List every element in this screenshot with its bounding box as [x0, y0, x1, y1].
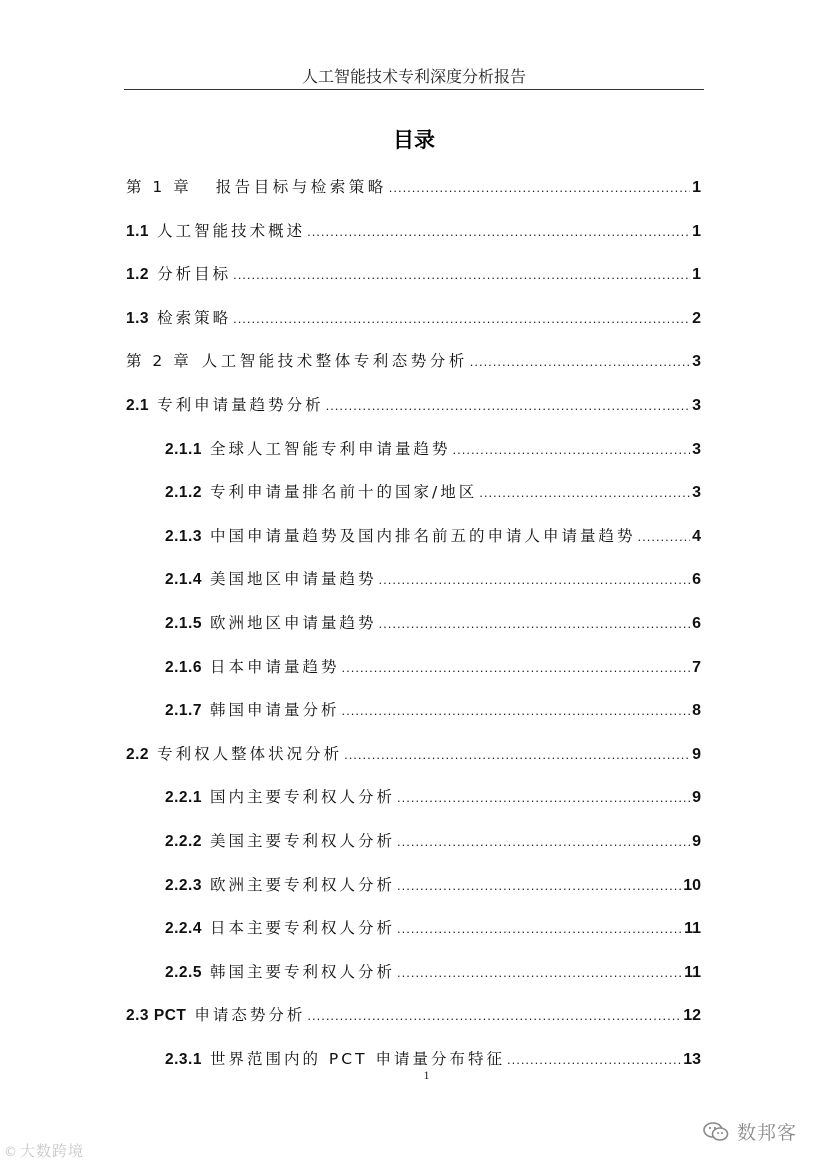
watermark-right: [703, 1118, 797, 1145]
toc-entry-title: 检索策略: [157, 309, 232, 327]
toc-entry[interactable]: [126, 175, 701, 199]
toc-entry-title: 欧洲地区申请量趋势: [209, 614, 377, 632]
toc-entry[interactable]: [126, 219, 701, 243]
toc-entry-title: 美国地区申请量趋势: [209, 570, 377, 588]
toc-entry-number: 2.1.7: [165, 702, 202, 719]
toc-entry-number: 2.2: [126, 746, 150, 763]
toc-entry-page: 3: [692, 397, 701, 414]
toc-entry-title: 全球人工智能专利申请量趋势: [209, 440, 451, 458]
toc-entry-title: 美国主要专利权人分析: [209, 832, 395, 850]
toc-entry-page: 3: [692, 484, 701, 501]
toc-entry-number: 2.2.1: [165, 789, 202, 806]
toc-entry[interactable]: [165, 567, 701, 591]
toc-entry-title: 人工智能技术概述: [157, 222, 306, 240]
page-number: 1: [423, 1068, 430, 1082]
toc-entry-page: 1: [692, 266, 701, 283]
toc-entry-number: 2.1.2: [165, 484, 202, 501]
toc-entry[interactable]: [126, 1003, 701, 1027]
toc-leader-dots: [638, 525, 691, 549]
toc-entry-page: 3: [692, 441, 701, 458]
toc-entry-number: 2.2.4: [165, 920, 202, 937]
toc-entry-number: 1.3: [126, 310, 150, 327]
toc-entry-title: 日本申请量趋势: [209, 658, 340, 676]
toc-entry-page: 2: [692, 310, 701, 327]
toc-entry-title: 人工智能技术整体专利态势分析: [201, 352, 468, 370]
toc-entry[interactable]: [165, 698, 701, 722]
toc-entry-page: 9: [692, 789, 701, 806]
wechat-icon: [703, 1121, 729, 1143]
toc-leader-dots: [397, 961, 682, 985]
toc-entry-page: 10: [683, 877, 701, 894]
toc-leader-dots: [397, 917, 682, 941]
toc-entry[interactable]: [165, 829, 701, 853]
toc-entry-number: 2.1.6: [165, 659, 202, 676]
watermark-left-text: 大数跨境: [20, 1142, 85, 1160]
toc-leader-dots: [326, 394, 691, 418]
toc-entry-page: 6: [692, 615, 701, 632]
toc-entry[interactable]: [126, 306, 701, 330]
toc-entry-title: 申请态势分析: [194, 1006, 306, 1024]
toc-entry-title: 专利申请量趋势分析: [157, 396, 324, 414]
toc-entry[interactable]: [165, 524, 701, 548]
watermark-right-text: 数邦客: [736, 1122, 797, 1144]
toc-heading: 目录: [393, 128, 435, 152]
toc-entry[interactable]: [126, 742, 701, 766]
toc-entry-number: 2.3.1: [165, 1051, 202, 1068]
toc-entry-page: 11: [684, 964, 701, 981]
toc-entry[interactable]: [165, 655, 701, 679]
toc-leader-dots: [470, 350, 690, 374]
watermark-logo-icon: ©: [4, 1145, 18, 1160]
toc-entry-title: 分析目标: [157, 265, 232, 283]
toc-entry-number: 2.1.1: [165, 441, 202, 458]
toc-entry-page: 7: [692, 659, 701, 676]
toc-entry-number: 1.2: [126, 266, 150, 283]
toc-entry-title: 中国申请量趋势及国内排名前五的申请人申请量趋势: [209, 527, 636, 545]
toc-entry-page: 9: [692, 833, 701, 850]
toc-entry-number: 2.1.5: [165, 615, 202, 632]
toc-entry-page: 6: [692, 571, 701, 588]
toc-leader-dots: [233, 307, 690, 331]
toc-leader-dots: [379, 568, 691, 592]
toc-leader-dots: [307, 1004, 681, 1028]
toc-leader-dots: [307, 220, 690, 244]
toc-entry-number: 2.3 PCT: [126, 1007, 187, 1024]
toc-leader-dots: [397, 786, 690, 810]
toc-entry-page: 11: [684, 920, 701, 937]
toc-entry-page: 4: [692, 528, 701, 545]
toc-entry-title: 日本主要专利权人分析: [209, 919, 395, 937]
toc-entry-number: 2.1: [126, 397, 150, 414]
toc-leader-dots: [397, 830, 690, 854]
toc-entry-title: 韩国申请量分析: [209, 701, 340, 719]
toc-entry-page: 8: [692, 702, 701, 719]
toc-entry-title: 韩国主要专利权人分析: [209, 963, 395, 981]
toc-entry-number: 2.2.3: [165, 877, 202, 894]
toc-entry[interactable]: [165, 873, 701, 897]
toc-entry-number: 2.2.2: [165, 833, 202, 850]
toc-entry-number: 2.1.3: [165, 528, 202, 545]
toc-leader-dots: [479, 481, 690, 505]
toc-entry-page: 12: [683, 1007, 701, 1024]
toc-entry[interactable]: [165, 960, 701, 984]
toc-chapter-prefix: 第 1 章: [126, 178, 192, 196]
toc-entry[interactable]: [126, 393, 701, 417]
toc-entry[interactable]: [165, 611, 701, 635]
toc-entry-number: 2.1.4: [165, 571, 202, 588]
toc-entry-title: 专利权人整体状况分析: [157, 745, 343, 763]
toc-entry[interactable]: [126, 262, 701, 286]
toc-entry-page: 1: [692, 223, 701, 240]
toc-leader-dots: [379, 612, 691, 636]
toc-entry-page: 1: [692, 179, 701, 196]
toc-entry-title: 国内主要专利权人分析: [209, 788, 395, 806]
toc-entry-number: 1.1: [126, 223, 150, 240]
toc-leader-dots: [233, 263, 690, 287]
toc-entry-title: 欧洲主要专利权人分析: [209, 876, 395, 894]
toc-entry-title: 世界范围内的 PCT 申请量分布特征: [209, 1050, 505, 1068]
toc-leader-dots: [389, 176, 690, 200]
toc-entry-page: 3: [692, 353, 701, 370]
toc-entry[interactable]: [165, 916, 701, 940]
toc-leader-dots: [397, 874, 681, 898]
toc-entry-page: 13: [683, 1051, 701, 1068]
toc-chapter-prefix: 第 2 章: [126, 352, 192, 370]
toc-entry-title: 专利申请量排名前十的国家/地区: [209, 483, 478, 501]
toc-entry[interactable]: [126, 349, 701, 373]
toc-entry-page: 9: [692, 746, 701, 763]
toc-entry[interactable]: [165, 785, 701, 809]
toc-entry[interactable]: [165, 437, 701, 461]
toc-entry[interactable]: [165, 480, 701, 504]
toc-leader-dots: [344, 743, 690, 767]
header-divider: [124, 89, 704, 90]
toc-entry-title: 报告目标与检索策略: [215, 178, 387, 196]
toc-entry-number: 2.2.5: [165, 964, 202, 981]
document-header-title: 人工智能技术专利深度分析报告: [301, 67, 526, 86]
toc-leader-dots: [342, 699, 691, 723]
toc-leader-dots: [453, 438, 691, 462]
toc-leader-dots: [342, 656, 691, 680]
watermark-left: [4, 1140, 84, 1161]
